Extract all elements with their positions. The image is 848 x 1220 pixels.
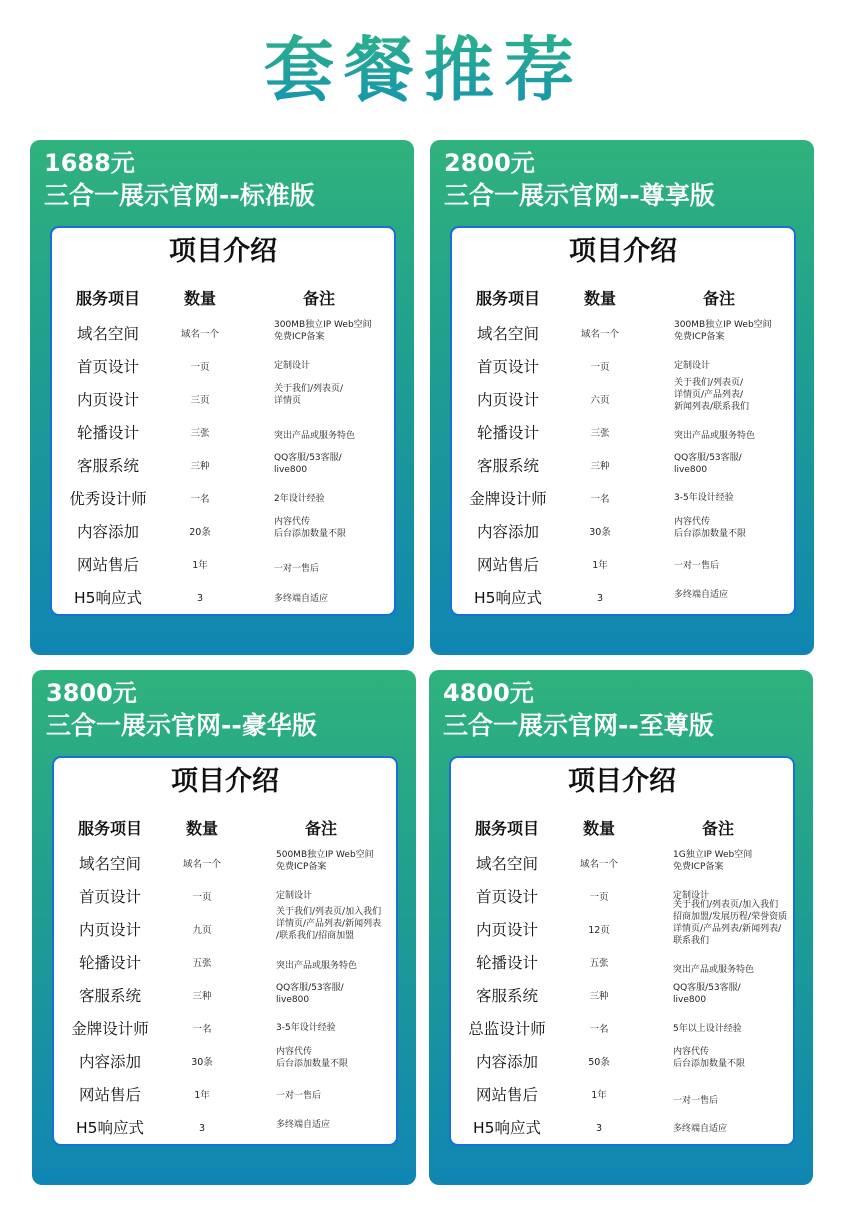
column-header-qty: 数量 [582,819,615,838]
service-item: 域名空间 [78,855,141,873]
service-quantity: 30条 [191,1057,213,1068]
table-row [451,980,793,1013]
column-header-note: 备注 [701,819,734,838]
service-note: 关于我们/列表页/加入我们 详情页/产品列表/新闻列表 /联系我们/招商加盟 [276,906,382,941]
service-note: 定制设计 [673,890,710,901]
table-row [452,450,794,483]
service-note: 内容代传 后台添加数量不限 [674,516,747,539]
service-item: 金牌设计师 [71,1020,149,1038]
service-note: 2年设计经验 [274,493,325,504]
column-header-qty: 数量 [583,289,616,308]
table-row [52,549,394,582]
service-note: 多终端自适应 [276,1119,331,1130]
service-item: 首页设计 [76,358,139,376]
service-note: QQ客服/53客服/ live800 [674,452,742,475]
table-row [52,384,394,417]
package-name: 三合一展示官网--豪华版 [46,711,317,740]
table-row [52,516,394,549]
table-row [452,318,794,351]
service-note: 突出产品或服务特色 [276,960,358,971]
package-card [429,670,813,1185]
service-quantity: 一名 [590,494,610,505]
table-row [52,417,394,450]
service-item: 网站售后 [475,1086,538,1104]
service-quantity: 一页 [192,892,212,903]
card-heading: 项目介绍 [171,766,279,797]
service-note: 500MB独立IP Web空间 免费ICP备案 [276,849,374,872]
table-row [52,582,394,615]
table-row [452,549,794,582]
service-quantity: 五张 [192,958,212,969]
table-row [451,848,793,881]
service-quantity: 三种 [190,461,210,472]
service-item: 域名空间 [475,855,538,873]
service-quantity: 三种 [590,461,610,472]
service-note: 内容代传 后台添加数量不限 [274,516,347,539]
page-title: 套餐推荐 [0,28,848,112]
service-note: 一对一售后 [674,560,720,571]
service-note: 300MB独立IP Web空间 免费ICP备案 [674,319,772,342]
service-quantity: 一页 [190,362,210,373]
service-note: 内容代传 后台添加数量不限 [673,1046,746,1069]
service-item: 客服系统 [476,457,539,475]
table-row [451,1046,793,1079]
service-item: 总监设计师 [468,1020,546,1038]
table-row [54,1046,396,1079]
service-item: 内页设计 [475,921,538,939]
column-header-note: 备注 [302,289,335,308]
service-note: 关于我们/列表页/加入我们 招商加盟/发展历程/荣誉资质 详情页/产品列表/新闻列表/ 联系我们 [673,900,788,946]
service-note: 5年以上设计经验 [673,1023,742,1034]
service-item: 内页设计 [78,921,141,939]
table-row [452,483,794,516]
service-quantity: 九页 [192,925,212,936]
service-note: 300MB独立IP Web空间 免费ICP备案 [274,319,372,342]
package-card [30,140,414,655]
table-row [451,1013,793,1046]
service-item: 域名空间 [76,325,139,343]
card-heading: 项目介绍 [568,766,676,797]
service-quantity: 3 [198,1123,206,1134]
card-heading: 项目介绍 [569,236,677,267]
service-note: 多终端自适应 [274,593,329,604]
package-price: 3800元 [46,679,137,707]
service-quantity: 一页 [589,892,609,903]
service-note: 定制设计 [274,360,311,371]
package-price: 2800元 [444,149,535,177]
column-header-item: 服务项目 [75,289,140,308]
service-item: 网站售后 [76,556,139,574]
table-row [52,318,394,351]
column-header-qty: 数量 [185,819,218,838]
service-item: 轮播设计 [475,954,538,972]
table-row [452,582,794,615]
project-intro-card [50,226,396,616]
service-note: 多终端自适应 [673,1123,728,1134]
service-item: 首页设计 [475,888,538,906]
package-price: 1688元 [44,149,135,177]
table-row [54,1112,396,1145]
package-name: 三合一展示官网--至尊版 [443,711,714,740]
service-item: 客服系统 [78,987,141,1005]
service-quantity: 一名 [190,494,210,505]
service-note: 多终端自适应 [674,589,729,600]
service-note: QQ客服/53客服/ live800 [673,982,741,1005]
column-header-item: 服务项目 [77,819,142,838]
table-row [452,516,794,549]
service-quantity: 六页 [590,395,610,406]
package-name: 三合一展示官网--标准版 [44,181,315,210]
service-note: 3-5年设计经验 [276,1022,336,1033]
service-note: 关于我们/列表页/ 详情页/产品列表/ 新闻列表/联系我们 [674,377,750,412]
column-header-item: 服务项目 [474,819,539,838]
service-item: 轮播设计 [476,424,539,442]
service-item: 首页设计 [78,888,141,906]
service-quantity: 一名 [192,1024,212,1035]
table-row [52,450,394,483]
service-quantity: 域名一个 [579,859,618,870]
service-quantity: 1年 [591,1090,607,1101]
service-item: H5响应式 [75,1119,145,1137]
service-quantity: 50条 [588,1057,610,1068]
card-heading: 项目介绍 [169,236,277,267]
table-row [54,980,396,1013]
column-header-note: 备注 [702,289,735,308]
service-note: QQ客服/53客服/ live800 [274,452,342,475]
service-item: 首页设计 [476,358,539,376]
service-quantity: 20条 [189,527,211,538]
service-quantity: 五张 [589,958,609,969]
column-header-note: 备注 [304,819,337,838]
service-note: 定制设计 [276,890,313,901]
service-note: 1G独立IP Web空间 免费ICP备案 [673,849,753,872]
table-row [451,1112,793,1145]
table-row [54,1013,396,1046]
service-note: QQ客服/53客服/ live800 [276,982,344,1005]
service-item: 金牌设计师 [469,490,547,508]
column-header-item: 服务项目 [475,289,540,308]
service-quantity: 12页 [588,925,610,936]
service-quantity: 1年 [194,1090,210,1101]
table-row [54,848,396,881]
service-note: 内容代传 后台添加数量不限 [276,1046,349,1069]
table-row [54,906,396,947]
service-item: 内页设计 [76,391,139,409]
service-item: 内页设计 [476,391,539,409]
service-note: 一对一售后 [276,1090,322,1101]
service-item: 域名空间 [476,325,539,343]
service-note: 一对一售后 [274,563,320,574]
service-quantity: 3 [596,593,604,604]
service-quantity: 域名一个 [182,859,221,870]
service-note: 突出产品或服务特色 [274,430,356,441]
service-note: 定制设计 [674,360,711,371]
service-quantity: 域名一个 [580,329,619,340]
service-note: 关于我们/列表页/ 详情页 [274,383,344,406]
package-card [430,140,814,655]
service-quantity: 3 [595,1123,603,1134]
table-row [451,900,793,947]
service-item: 优秀设计师 [69,490,147,508]
service-quantity: 三张 [590,428,610,439]
table-row [451,947,793,980]
table-row [54,947,396,980]
service-note: 一对一售后 [673,1095,719,1106]
service-note: 突出产品或服务特色 [674,430,756,441]
project-intro-card [450,226,796,616]
service-item: 网站售后 [476,556,539,574]
service-item: 轮播设计 [76,424,139,442]
service-quantity: 三种 [192,991,212,1002]
service-quantity: 三张 [190,428,210,439]
service-item: H5响应式 [472,1119,542,1137]
service-item: 轮播设计 [78,954,141,972]
table-row [452,377,794,417]
service-quantity: 3 [196,593,204,604]
service-quantity: 一名 [589,1024,609,1035]
service-quantity: 一页 [590,362,610,373]
service-quantity: 30条 [589,527,611,538]
table-row [52,483,394,516]
project-intro-card [52,756,398,1146]
column-header-qty: 数量 [183,289,216,308]
service-item: 内容添加 [76,523,139,541]
service-quantity: 域名一个 [180,329,219,340]
service-item: 内容添加 [476,523,539,541]
table-row [452,417,794,450]
service-note: 3-5年设计经验 [674,492,734,503]
table-row [54,1079,396,1112]
table-row [52,351,394,384]
service-item: H5响应式 [473,589,543,607]
service-item: 客服系统 [475,987,538,1005]
service-quantity: 三页 [190,395,210,406]
service-item: 网站售后 [78,1086,141,1104]
service-item: H5响应式 [73,589,143,607]
service-item: 内容添加 [475,1053,538,1071]
package-price: 4800元 [443,679,534,707]
package-name: 三合一展示官网--尊享版 [444,181,715,210]
service-quantity: 三种 [589,991,609,1002]
service-quantity: 1年 [592,560,608,571]
service-note: 突出产品或服务特色 [673,964,755,975]
table-row [451,1079,793,1112]
service-item: 客服系统 [76,457,139,475]
service-item: 内容添加 [78,1053,141,1071]
service-quantity: 1年 [192,560,208,571]
package-card [32,670,416,1185]
project-intro-card [449,756,795,1146]
